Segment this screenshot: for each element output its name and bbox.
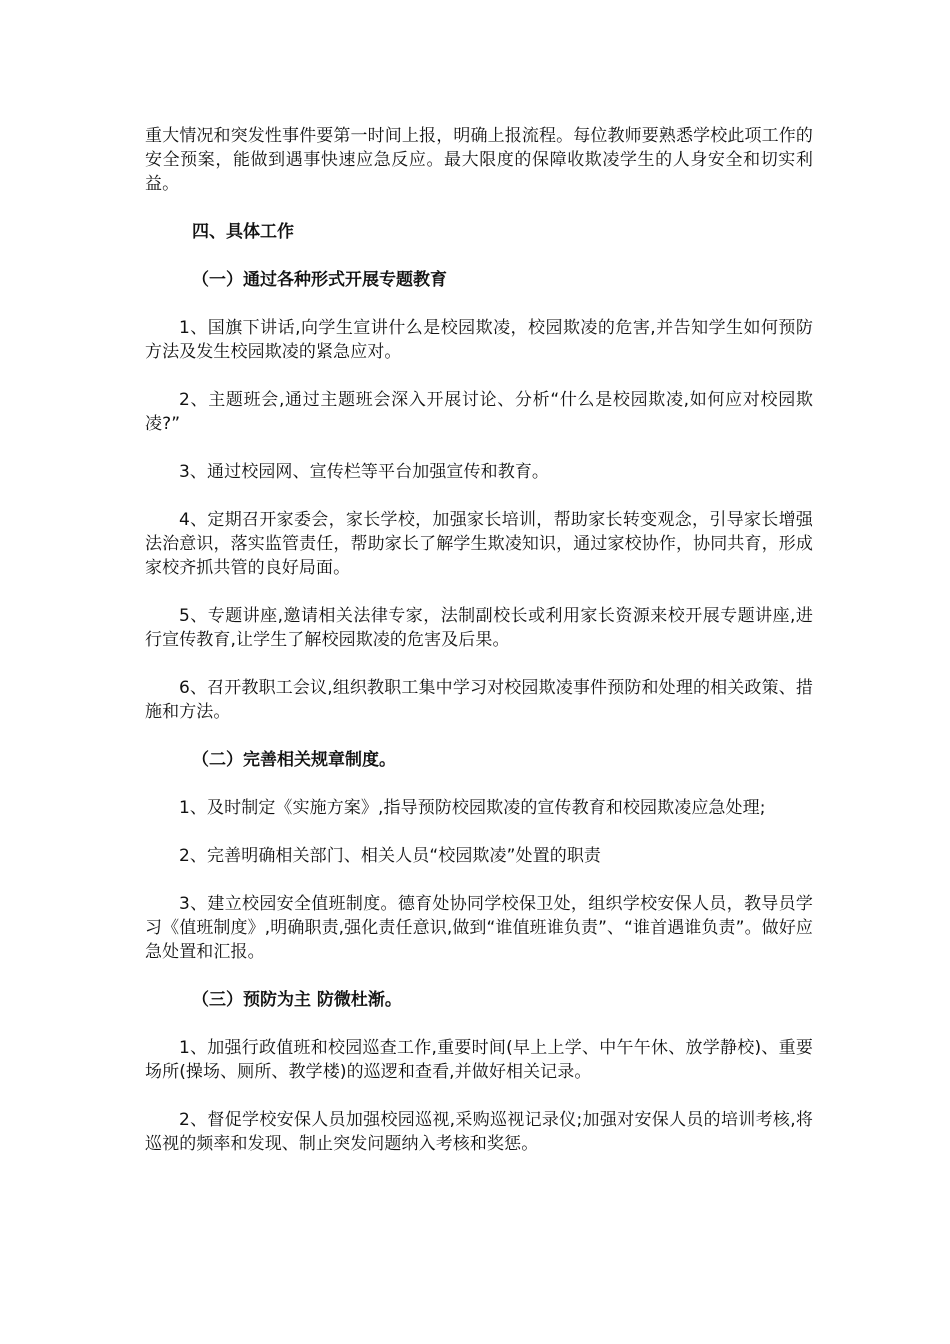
list-item: 2、完善明确相关部门、相关人员“校园欺凌”处置的职责 [179, 846, 602, 866]
list-item: 2、主题班会,通过主题班会深入开展讨论、分析“什么是校园欺凌,如何应对校园欺凌?” [145, 390, 813, 434]
list-item: 1、国旗下讲话,向学生宣讲什么是校园欺凌，校园欺凌的危害,并告知学生如何预防方法及发生校园欺凌的紧急应对。 [145, 318, 813, 362]
document-body [145, 124, 813, 1156]
list-item: 3、建立校园安全值班制度。德育处协同学校保卫处，组织学校安保人员，教导员学习《值班制度》,明确职责,强化责任意识,做到“谁值班谁负责”、“谁首遇谁负责”。做好应急处置和汇报。 [145, 894, 813, 962]
list-item: 3、通过校园网、宣传栏等平台加强宣传和教育。 [179, 462, 550, 482]
list-item: 2、督促学校安保人员加强校园巡视,采购巡视记录仪;加强对安保人员的培训考核,将巡视的频率和发现、制止突发问题纳入考核和奖惩。 [145, 1110, 813, 1154]
section-heading-4: 四、具体工作 [192, 222, 294, 242]
paragraph-intro: 重大情况和突发性事件要第一时间上报，明确上报流程。每位教师要熟悉学校此项工作的安全预案，能做到遇事快速应急反应。最大限度的保障收欺凌学生的人身安全和切实利益。 [145, 126, 813, 194]
list-item: 1、及时制定《实施方案》,指导预防校园欺凌的宣传教育和校园欺凌应急处理; [179, 798, 766, 818]
subsection-heading-1: （一）通过各种形式开展专题教育 [192, 270, 447, 290]
subsection-heading-2: （二）完善相关规章制度。 [192, 750, 396, 770]
list-item: 1、加强行政值班和校园巡查工作,重要时间(早上上学、中午午休、放学静校)、重要场所(操场、厕所、教学楼)的巡逻和查看,并做好相关记录。 [145, 1038, 813, 1082]
subsection-heading-3: （三）预防为主 防微杜渐。 [192, 990, 402, 1010]
list-item: 5、专题讲座,邀请相关法律专家，法制副校长或利用家长资源来校开展专题讲座,进行宣传教育,让学生了解校园欺凌的危害及后果。 [145, 606, 813, 650]
list-item: 6、召开教职工会议,组织教职工集中学习对校园欺凌事件预防和处理的相关政策、措施和方法。 [145, 678, 813, 722]
list-item: 4、定期召开家委会，家长学校，加强家长培训，帮助家长转变观念，引导家长增强法治意识，落实监管责任，帮助家长了解学生欺凌知识，通过家校协作，协同共育，形成家校齐抓共管的良好局面。 [145, 510, 813, 578]
